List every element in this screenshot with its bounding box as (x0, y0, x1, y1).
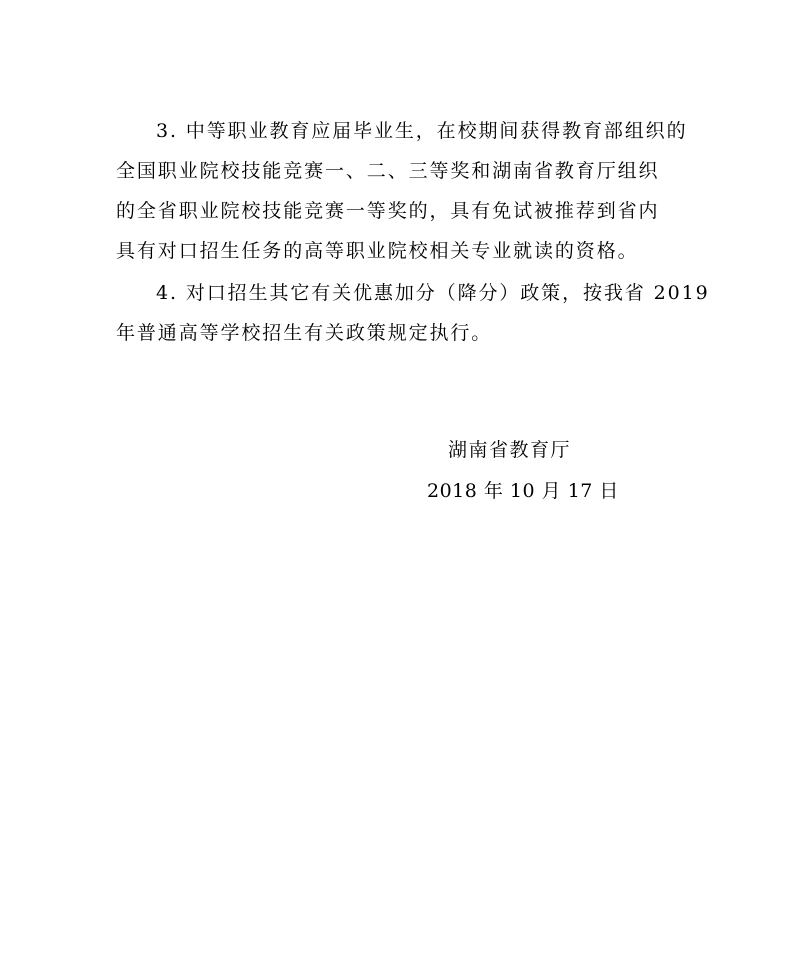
paragraph-4-line-1: 4. 对口招生其它有关优惠加分（降分）政策，按我省 2019 (156, 282, 710, 304)
paragraph-3-line-1: 3. 中等职业教育应届毕业生，在校期间获得教育部组织的 (156, 120, 688, 142)
paragraph-3-line-4: 具有对口招生任务的高等职业院校相关专业就读的资格。 (116, 240, 639, 262)
signature-date: 2018 年 10 月 17 日 (427, 480, 619, 502)
signature-organization: 湖南省教育厅 (448, 439, 572, 461)
paragraph-3-line-2: 全国职业院校技能竞赛一、二、三等奖和湖南省教育厅组织 (116, 160, 660, 182)
paragraph-3-line-3: 的全省职业院校技能竞赛一等奖的，具有免试被推荐到省内 (116, 200, 660, 222)
paragraph-4-line-2: 年普通高等学校招生有关政策规定执行。 (116, 322, 493, 344)
